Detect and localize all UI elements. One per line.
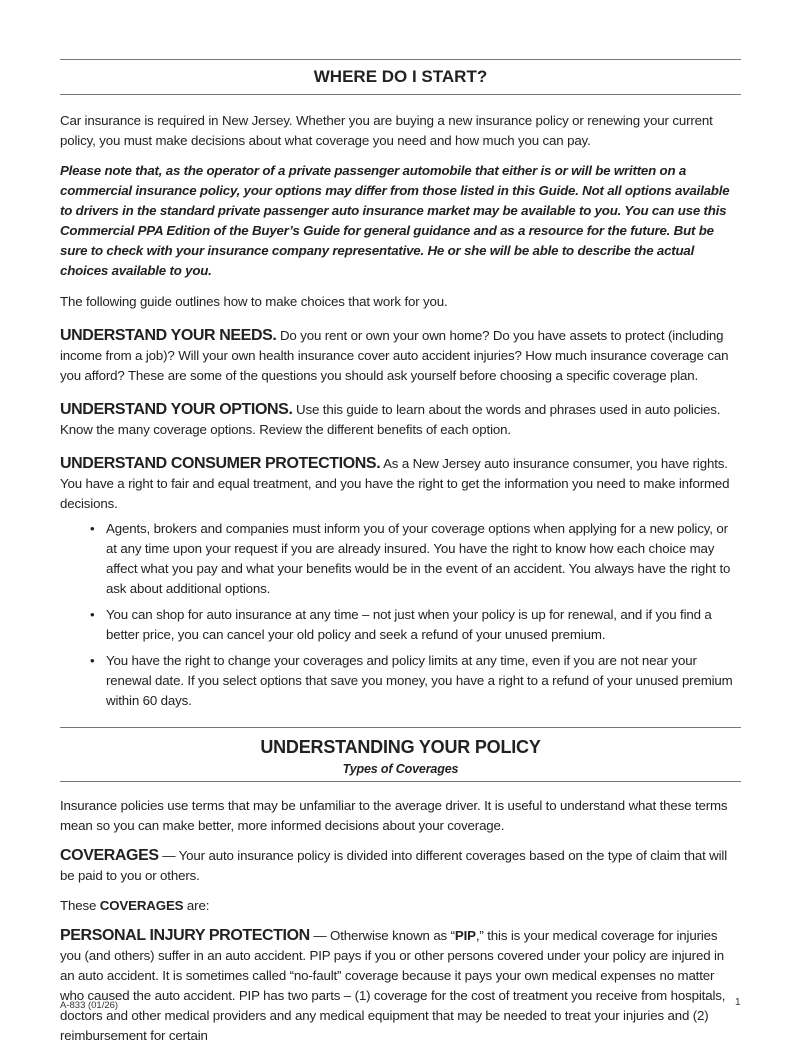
page-number: 1 xyxy=(735,997,741,1008)
understand-needs-heading: UNDERSTAND YOUR NEEDS. xyxy=(60,327,277,344)
understand-options-text: Use this guide to learn about the words and phrases used in auto policies. Know the many coverage options. Review the different benefits of each option. xyxy=(60,402,721,437)
these-coverages-line xyxy=(60,896,741,916)
consumer-protections-text: As a New Jersey auto insurance consumer, you have rights. You have a right to fair and equal treatment, and you have the right to get the information you need to make informed decisions. xyxy=(60,456,730,511)
consumer-rights-list xyxy=(60,519,741,711)
pip-keyword: PIP xyxy=(454,928,476,943)
consumer-protections-paragraph xyxy=(60,454,741,514)
section-title-where-do-i-start: WHERE DO I START? xyxy=(313,67,488,86)
coverages-heading: COVERAGES xyxy=(60,847,159,864)
pip-text-part-2: ,” this is your medical coverage for injuries you (and others) suffer in an auto accident. PIP pays if you or other persons covered under your policy are injured in an auto accident. It is sometimes called “no-fault” coverage because it pays your own medical expenses no matter who caused the auto accident. PIP has two parts – (1) coverage for the cost of treatment you receive from hospitals, doctors and other medical providers and any medical equipment that may be needed to treat your injuries and (2) reimbursement for certain xyxy=(60,928,726,1043)
bullet-icon: • xyxy=(90,653,95,668)
commercial-note-paragraph: Please note that, as the operator of a private passenger automobile that either is or will be written on a commercial insurance policy, your options may differ from those listed in this Guide. Not all options available to drivers in the standard private passenger auto insurance market may be available to you. You can use this Commercial PPA Edition of the Buyer’s Guide for general guidance and as a resource for the future. But be sure to check with your insurance company representative. He or she will be able to describe the actual choices available to you. xyxy=(60,163,730,278)
subtitle-rule xyxy=(60,781,741,782)
understand-options-paragraph xyxy=(60,400,741,440)
understand-needs-text: Do you rent or own your own home? Do you have assets to protect (including income from a job)? Will your own health insurance cover auto accident injuries? How much insurance coverage can you afford? These are some of the questions you should ask yourself before choosing a specific coverage plan. xyxy=(60,328,729,383)
section-divider-rule xyxy=(60,727,741,728)
form-code: A-833 (01/26) xyxy=(60,1000,119,1011)
pip-text-part-1: — Otherwise known as “ xyxy=(309,928,455,943)
top-rule xyxy=(60,59,741,60)
list-item xyxy=(90,605,741,645)
coverages-text: — Your auto insurance policy is divided into different coverages based on the type of claim that will be paid to you or others. xyxy=(60,848,728,883)
coverages-paragraph xyxy=(60,846,741,886)
bullet-icon: • xyxy=(90,521,95,536)
pip-paragraph xyxy=(60,926,741,1046)
document-page xyxy=(60,0,741,1046)
consumer-protections-heading: UNDERSTAND CONSUMER PROTECTIONS. xyxy=(60,455,381,472)
understand-options-heading: UNDERSTAND YOUR OPTIONS. xyxy=(60,401,293,418)
policy-intro-paragraph: Insurance policies use terms that may be unfamiliar to the average driver. It is useful to understand what these terms mean so you can make better, more informed decisions about your coverage. xyxy=(60,798,728,833)
these-coverages-keyword: COVERAGES xyxy=(99,898,184,913)
list-item-text: Agents, brokers and companies must inform you of your coverage options when applying for a new policy, or at any time upon your request if you are already insured. You have the right to know how each choice may affect what you pay and what your benefits would be in the event of an accident. You always have the right to ask about additional options. xyxy=(106,521,731,596)
section-title-understanding-your-policy: UNDERSTANDING YOUR POLICY xyxy=(260,737,541,757)
these-prefix: These xyxy=(60,898,100,913)
understand-needs-paragraph xyxy=(60,326,741,386)
list-item xyxy=(90,651,741,711)
title-rule xyxy=(60,94,741,95)
guide-outline-paragraph: The following guide outlines how to make choices that work for you. xyxy=(60,294,448,309)
section-subtitle-types-of-coverages: Types of Coverages xyxy=(342,762,459,776)
list-item-text: You can shop for auto insurance at any time – not just when your policy is up for renewal, and if you find a better price, you can cancel your old policy and seek a refund of your unused premium. xyxy=(106,607,712,642)
intro-paragraph: Car insurance is required in New Jersey. Whether you are buying a new insurance policy or renewing your current policy, you must make decisions about what coverage you need and how much you can pay. xyxy=(60,113,713,148)
bullet-icon: • xyxy=(90,607,95,622)
list-item-text: You have the right to change your coverages and policy limits at any time, even if you are not near your renewal date. If you select options that save you money, you have a right to a refund of your unused premium within 60 days. xyxy=(106,653,733,708)
list-item xyxy=(90,519,741,599)
pip-heading: PERSONAL INJURY PROTECTION xyxy=(60,927,310,944)
these-suffix: are: xyxy=(183,898,210,913)
